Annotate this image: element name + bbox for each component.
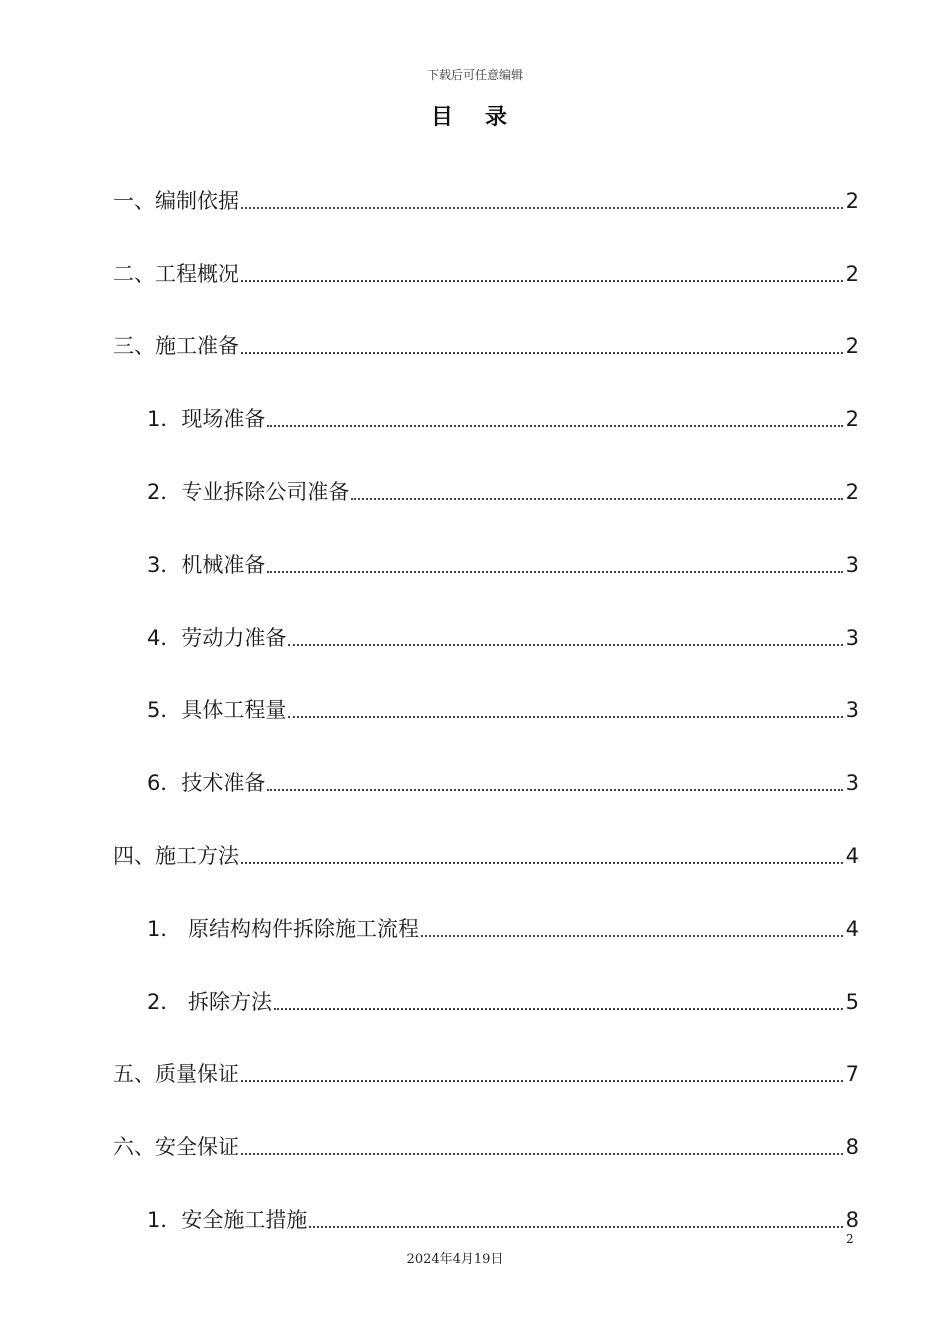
toc-entry[interactable] (113, 587, 859, 660)
toc-entry-text: 二、工程概况 (113, 261, 239, 286)
toc-leader-dots (241, 280, 843, 282)
toc-leader-dots (288, 644, 842, 646)
toc-entry[interactable] (113, 1169, 859, 1242)
toc-entry-page: 2 (845, 334, 859, 359)
toc-leader-dots (241, 207, 843, 209)
toc-leader-dots (267, 425, 842, 427)
toc-leader-dots (267, 789, 842, 791)
toc-leader-dots (309, 1226, 842, 1228)
toc-entry-page: 2 (845, 479, 859, 504)
toc-entry[interactable] (113, 223, 859, 296)
toc-leader-dots (288, 716, 842, 718)
toc-entry-text: 1． 原结构构件拆除施工流程 (147, 916, 420, 941)
toc-entry-page: 3 (845, 552, 859, 577)
toc-leader-dots (241, 862, 843, 864)
toc-entry-text: 2．专业拆除公司准备 (147, 479, 350, 504)
toc-entry[interactable] (113, 732, 859, 805)
toc-entry[interactable] (113, 514, 859, 587)
toc-entry-text: 1．现场准备 (147, 407, 266, 432)
header-note: 下载后可任意编辑 (426, 68, 523, 82)
toc-entry-text: 1．安全施工措施 (147, 1207, 308, 1232)
toc-entry-page: 4 (845, 843, 859, 868)
footer-date: 2024年4月19日 (406, 1252, 504, 1267)
toc-leader-dots (241, 1153, 843, 1155)
toc-leader-dots (351, 498, 842, 500)
toc-entry-text: 4．劳动力准备 (147, 625, 287, 650)
toc-entry[interactable] (113, 441, 859, 514)
toc-entry-text: 6．技术准备 (147, 771, 266, 796)
toc-entry[interactable] (113, 805, 859, 878)
toc-entry-page: 2 (845, 407, 859, 432)
toc-entry-page: 8 (845, 1135, 859, 1160)
toc-entry[interactable] (113, 296, 859, 369)
toc-entry[interactable] (113, 1096, 859, 1169)
toc-entry[interactable] (113, 951, 859, 1024)
toc-leader-dots (274, 1008, 843, 1010)
toc-entry-text: 六、安全保证 (113, 1135, 239, 1160)
toc-entry-text: 3．机械准备 (147, 552, 266, 577)
toc-entry[interactable] (113, 150, 859, 223)
toc-entry[interactable] (113, 368, 859, 441)
toc-entry-page: 3 (845, 625, 859, 650)
toc-entry-page: 3 (845, 698, 859, 723)
toc-entry-text: 四、施工方法 (113, 843, 239, 868)
toc-entry-text: 一、编制依据 (113, 188, 239, 213)
toc-leader-dots (267, 571, 842, 573)
toc-title: 目录 (430, 105, 539, 130)
toc-entry-text: 五、质量保证 (113, 1062, 239, 1087)
toc-entry-page: 7 (845, 1062, 859, 1087)
toc-entry[interactable] (113, 1024, 859, 1097)
toc-entry-text: 三、施工准备 (113, 334, 239, 359)
toc-leader-dots (241, 1080, 843, 1082)
toc-entry-page: 2 (845, 261, 859, 286)
toc-entry[interactable] (113, 878, 859, 951)
toc-leader-dots (421, 935, 843, 937)
toc-entry-text: 2． 拆除方法 (147, 989, 273, 1014)
toc-entry-text: 5．具体工程量 (147, 698, 287, 723)
table-of-contents (113, 150, 859, 1242)
toc-entry-page: 5 (845, 989, 859, 1014)
toc-leader-dots (241, 352, 843, 354)
toc-entry-page: 2 (845, 188, 859, 213)
page-number: 2 (846, 1232, 854, 1246)
toc-entry-page: 4 (845, 916, 859, 941)
toc-entry-page: 3 (845, 771, 859, 796)
toc-entry-page: 8 (845, 1207, 859, 1232)
toc-entry[interactable] (113, 660, 859, 733)
